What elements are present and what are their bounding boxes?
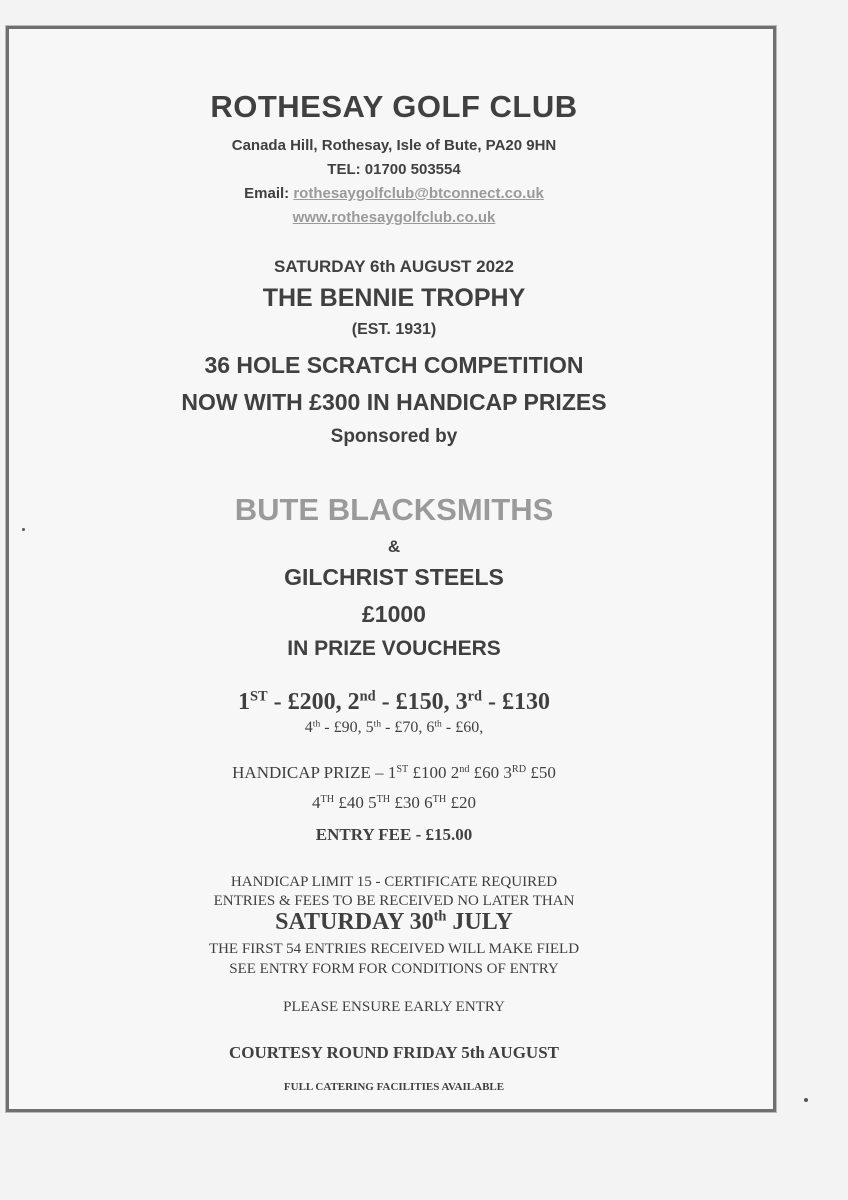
- email-link[interactable]: rothesaygolfclub@btconnect.co.uk: [293, 185, 544, 202]
- entry-fee: ENTRY FEE - £15.00: [315, 825, 473, 844]
- courtesy-round: COURTESY ROUND FRIDAY 5th AUGUST: [228, 1043, 559, 1062]
- entry-deadline-intro: ENTRIES & FEES TO BE RECEIVED NO LATER THAN: [213, 893, 575, 909]
- club-email-line: [9, 185, 779, 202]
- event-date: SATURDAY 6th AUGUST 2022: [274, 257, 514, 276]
- prize-vouchers: IN PRIZE VOUCHERS: [287, 637, 501, 660]
- scratch-prizes-lower: 4th - £90, 5th - £70, 6th - £60,: [304, 718, 484, 736]
- website-link[interactable]: www.rothesaygolfclub.co.uk: [292, 209, 496, 226]
- handicap-prizes-row-2: 4TH £40 5TH £30 6TH £20: [311, 793, 477, 812]
- event-established: (EST. 1931): [351, 321, 437, 338]
- event-format: 36 HOLE SCRATCH COMPETITION: [204, 352, 584, 378]
- club-name: ROTHESAY GOLF CLUB: [210, 89, 578, 124]
- sponsor-gilchrist-steels: GILCHRIST STEELS: [284, 564, 504, 590]
- prize-total-amount: £1000: [362, 601, 426, 627]
- club-address: Canada Hill, Rothesay, Isle of Bute, PA20 9HN: [231, 137, 557, 154]
- poster-frame: [6, 26, 776, 1112]
- scan-speck: [804, 1098, 808, 1102]
- handicap-prizes-row-1: HANDICAP PRIZE – 1ST £100 2nd £60 3RD £50: [232, 763, 556, 782]
- club-telephone: TEL: 01700 503554: [327, 161, 461, 178]
- email-label: Email:: [244, 185, 290, 202]
- catering-note: FULL CATERING FACILITIES AVAILABLE: [283, 1081, 505, 1093]
- event-title: THE BENNIE TROPHY: [262, 284, 526, 312]
- sponsor-bute-blacksmiths: BUTE BLACKSMITHS: [234, 492, 554, 527]
- handicap-limit: HANDICAP LIMIT 15 - CERTIFICATE REQUIRED: [230, 874, 558, 890]
- sponsor-ampersand: &: [387, 537, 401, 556]
- entry-form-note: SEE ENTRY FORM FOR CONDITIONS OF ENTRY: [229, 961, 559, 977]
- entry-deadline-date: SATURDAY 30th JULY: [275, 908, 513, 935]
- field-size-note: THE FIRST 54 ENTRIES RECEIVED WILL MAKE FIELD: [208, 941, 580, 957]
- handicap-prizes-headline: NOW WITH £300 IN HANDICAP PRIZES: [181, 389, 607, 415]
- sponsored-by: Sponsored by: [330, 426, 458, 447]
- scan-speck: [22, 528, 25, 531]
- early-entry-note: PLEASE ENSURE EARLY ENTRY: [283, 999, 505, 1015]
- scratch-prizes-top: 1ST - £200, 2nd - £150, 3rd - £130: [237, 688, 551, 715]
